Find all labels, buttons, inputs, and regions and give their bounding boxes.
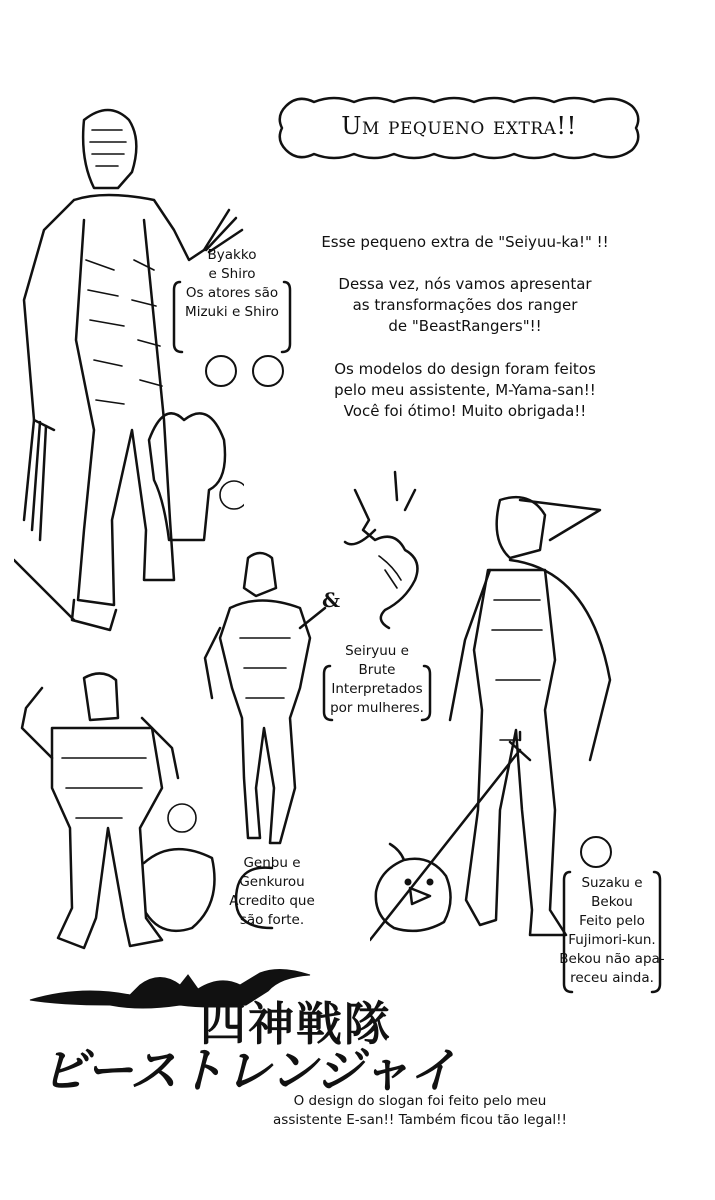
suzaku-note: Suzaku e Bekou Feito pelo Fujimori-kun. Bekou não apa- receu ainda. [559, 875, 665, 986]
ampersand: & [322, 588, 341, 612]
bekou-chick-mascot-illustration [360, 840, 470, 940]
page-title: Um pequeno extra!! [341, 112, 577, 140]
intro-paragraph-3: Os modelos do design foram feitos pelo meu assistente, M-Yama-san!! Você foi ótimo! Muito obrigada!! [334, 360, 596, 420]
mizuki-face-icon [205, 355, 237, 387]
intro-paragraph-2: Dessa vez, nós vamos apresentar as transformações dos ranger de "BeastRangers"!! [338, 275, 592, 335]
footer-note: O design do slogan foi feito pelo meu assistente E-san!! Também ficou tão legal!! [273, 1093, 567, 1128]
genbu-turtle-ranger-illustration [12, 668, 232, 963]
byakko-note: Byakko e Shiro Os atores são Mizuki e Shiro [185, 247, 279, 320]
shiro-face-icon [252, 355, 284, 387]
fujimori-face-icon [580, 836, 612, 868]
logo-line-1: 四神戦隊 [200, 997, 392, 1051]
genbu-note: Genbu e Genkurou Acredito que são forte. [229, 855, 315, 928]
seiryuu-note: Seiryuu e Brute Interpretados por mulheres. [330, 643, 424, 716]
logo-line-2: ビーストレンジャイ [40, 1043, 456, 1099]
intro-paragraph-1: Esse pequeno extra de "Seiyuu-ka!" !! [321, 233, 609, 251]
